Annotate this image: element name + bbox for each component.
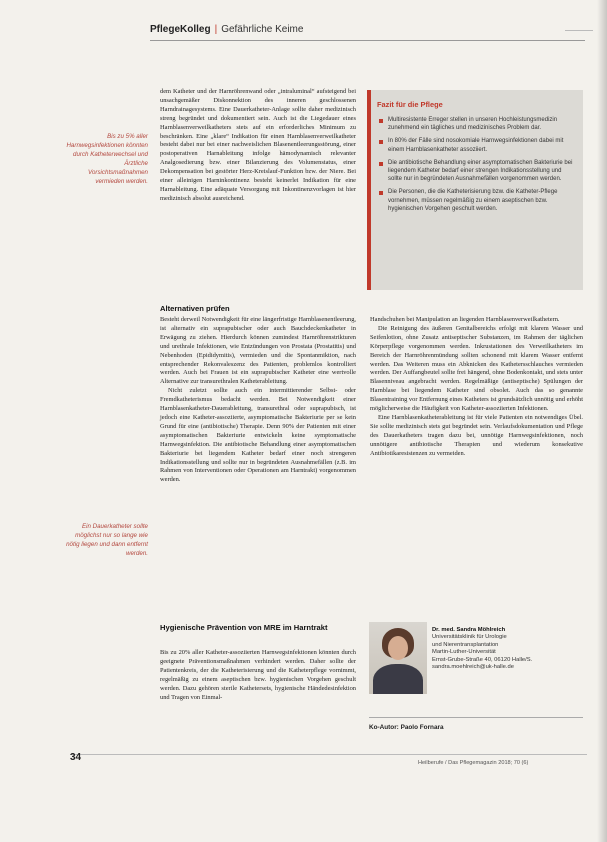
heading-hygiene: Hygienische Prävention von MRE im Harntrakt bbox=[160, 623, 328, 632]
author-line: Ernst-Grube-Straße 40, 06120 Halle/S. bbox=[432, 656, 533, 663]
fact-box-title: Fazit für die Pflege bbox=[377, 100, 443, 109]
author-box bbox=[369, 622, 583, 708]
sidenote-1: Bis zu 5% aller Harnwegsinfektionen könnten durch Katheterwechsel und Ärztliche Vorsichtsmaßnahmen vermieden werden. bbox=[66, 133, 148, 185]
paragraph: Bis zu 20% aller Katheter-assoziierten Harnwegsinfektionen könnten durch geeignete Präventionsmaßnahmen verhindert werden. Daher sollte der Patientenkreis, der die Katheterisierung und die Katheterpflege vornimmt, regelmäßig zu einem aseptischen bzw. hygienischen Vorgehen geschult werden. Dazu gehören sterile Kathetersets, hygienische Händedesinfektion und Tragen von Einmal- bbox=[160, 649, 356, 701]
fact-item: Multiresistente Erreger stellen in unseren Hochleistungsmedizin zunehmend ein tägliches und medizinisches Problem dar. bbox=[379, 116, 575, 132]
page-header bbox=[150, 24, 303, 35]
author-info bbox=[432, 627, 582, 671]
fact-box-accent bbox=[367, 90, 371, 290]
fact-item: In 80% der Fälle sind nosokomiale Harnwegsinfektionen dabei mit einem Harnblasenkatheter assoziiert. bbox=[379, 137, 575, 153]
fact-item: Die antibiotische Behandlung einer asymptomatischen Bakteriurie bei liegendem Katheter bedarf einer strengen Indikationsstellung und sollte nur in begründeten Ausnahmefällen vorgenommen werden. bbox=[379, 159, 575, 184]
paragraph: Handschuhen bei Manipulation an liegenden Harnblasenverweilkathetern. bbox=[370, 316, 560, 323]
author-line: und Nierentransplantation bbox=[432, 641, 499, 648]
paragraph: Nicht zuletzt sollte auch ein intermittierender Selbst- oder Fremdkatheterismus bedacht werden. Bei Notwendigkeit einer Harnblasenkatheter-Dauerableitung, transurethral oder suprapubisch, ist jedoch eine Katheter-assoziierte, asymptomatische Bakteriurie per se kein Grund für eine (antibiotische) Therapie. Denn 90% der Patienten mit einer asymptomatischen Bakteriurie entwickeln keine symptomatische Harnwegsinfektion. Die antibiotische Behandlung einer asymptomatischen Bakteriurie bei liegendem Katheter bedarf einer noch strengeren Indikationsstellung und sollte nur in begründeten Ausnahmefällen (z.B. im Rahmen von Interventionen oder Operationen am Harntrakt) vorgenommen werden. bbox=[160, 387, 356, 484]
header-rule bbox=[150, 40, 585, 41]
paragraph: Eine Harnblasenkatheterableitung ist für viele Patienten ein notwendiges Übel. Sie sollte medizinisch stets gut begründet sein. Verlaufsdokumentation und Pflege des Dauerkatheters tragen dazu bei, unnötige Harnwegsinfektionen, noch unnötigere antibiotische Therapien und wiederum konsekutive Antibiotikaresistenzen zu vermeiden. bbox=[370, 413, 583, 457]
header-separator: | bbox=[214, 24, 218, 35]
page-number: 34 bbox=[70, 752, 82, 763]
column-1-bottom bbox=[160, 649, 356, 702]
header-brand: PflegeKolleg bbox=[150, 24, 211, 35]
header-right-rule bbox=[565, 30, 593, 31]
heading-alternatives: Alternativen prüfen bbox=[160, 304, 230, 313]
author-line: Martin-Luther-Universität bbox=[432, 649, 496, 656]
fact-box bbox=[367, 90, 583, 290]
author-photo bbox=[369, 622, 427, 694]
footer-citation: Heilberufe / Das Pflegemagazin 2018; 70 (6) bbox=[418, 760, 529, 766]
fact-box-list bbox=[379, 116, 575, 218]
page-shadow bbox=[597, 0, 607, 842]
paragraph: Die Reinigung des äußeren Genitalbereichs erfolgt mit klarem Wasser und Seifenlotion, ohne Zusatz antiseptischer Substanzen, im Rahmen der täglichen Körperpflege vorgenommen werden. Inkrustationen des Verweilkatheters im Bereich der Harnröhrenmündung sollten schonend mit klarem Wasser entfernt werden. Das Weiteren muss ein Abknicken des Kathetersschlauches vermieden werden. Der Auffangbeutel sollte frei hängend, ohne Bodenkontakt, und stets unter Blasenniveau angebracht werden. Regelmäßige (antiseptische) Spülungen der Harnblase bei liegendem Katheter sind obsolet. Auch das so genannte Blasentraining vor Entfernung eines Katheters ist grundsätzlich unnötig und erhöht möglicherweise die Häufigkeit von Katheter-assoziierten Infektionen. bbox=[370, 324, 583, 413]
author-name: Dr. med. Sandra Möhlreich bbox=[432, 627, 506, 633]
column-2 bbox=[370, 316, 583, 459]
coauthor-rule bbox=[369, 717, 583, 718]
column-1-middle bbox=[160, 316, 356, 485]
fact-item: Die Personen, die die Katheterisierung bzw. die Katheter-Pflege vornehmen, müssen regelmäßig zu einem aseptischen bzw. hygienischen Vorgehen geschult werden. bbox=[379, 188, 575, 213]
paragraph: Besteht derweil Notwendigkeit für eine längerfristige Harnblasenentleerung, ist alternativ ein suprapubischer oder auch Bauchdeckenkatheter in Erwägung zu ziehen. Hierdurch können zumindest Harnröhrenstrikturen und urethrale Infektionen, wie Entzündungen von Prostata (Prostatitis) und Nebenhoden (Epididymitis), vermieden und die Spontanmiktion, nach entsprechender Rekonvaleszenz des Patienten, problemlos kontrolliert werden. Auch bei Frauen ist ein suprapubischer Katheter eine wertvolle Alternative zur transurethralen Katheterableitung. bbox=[160, 316, 356, 386]
header-section: Gefährliche Keime bbox=[221, 24, 304, 35]
footer-rule bbox=[70, 754, 587, 755]
sidenote-2: Ein Dauerkatheter sollte möglichst nur so lange wie nötig liegen und dann entfernt werden. bbox=[66, 523, 148, 557]
coauthor: Ko-Autor: Paolo Fornara bbox=[369, 724, 444, 731]
author-line: Universitätsklinik für Urologie bbox=[432, 634, 507, 641]
paragraph: dem Katheter und der Harnröhrenwand oder „intraluminal“ aufsteigend bei unsachgemäßer Diskonnektion des inneren geschlossenen Harndrainagesystems. Eine Dauerkatheter-Anlage sollte daher medizinisch streng begründet und dokumentiert sein. Auch ist die Liegedauer eines Harnblasenverweilkatheters stets auf ein erforderliches Minimum zu beschränken. Eine „klare“ Indikation für einen Harnblasenverweilkatheter besteht dabei nur bei einer nachweislichen Blasenentleerungsstörung, einer postoperativen Harnableitung infolge hämodynamisch relevanter Analgosedierung bzw. einer Bilanzierung des Volumenstatus, einer Dekompensation bei gestörter Herz-Kreislauf-Funktion bzw. der Niere. Bei einer alleinigen Harninkontinenz besteht keinerlei Indikation für eine Harnableitung. Eine adäquate Versorgung mit Inkontinenzvorlagen ist hier medizinisch absolut ausreichend. bbox=[160, 88, 356, 202]
column-1-top bbox=[160, 88, 356, 204]
author-email: sandra.moehlreich@uk-halle.de bbox=[432, 664, 514, 671]
